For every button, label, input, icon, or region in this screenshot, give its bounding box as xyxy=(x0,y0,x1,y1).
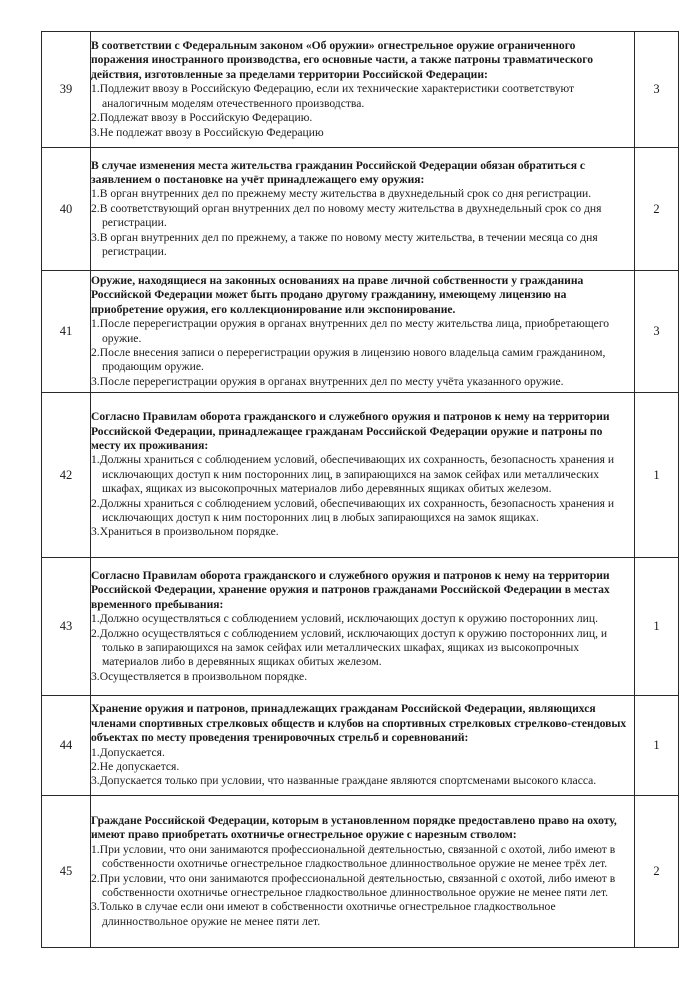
answer-option: 3.Только в случае если они имеют в собственности охотничье огнестрельное гладкоствольное длинноствольное оружие не менее пяти лет. xyxy=(91,900,556,928)
question-number: 43 xyxy=(42,558,91,696)
answer-options xyxy=(91,612,634,684)
question-row xyxy=(42,696,679,796)
answer-option: 1.После перерегистрации оружия в органах внутренних дел по месту жительства лица, приобретающего оружие. xyxy=(91,317,610,345)
correct-answer: 3 xyxy=(635,32,679,148)
question-body xyxy=(91,148,635,271)
question-body xyxy=(91,558,635,696)
answer-option: 2.Подлежат ввозу в Российскую Федерацию. xyxy=(91,111,313,125)
question-text: Граждане Российской Федерации, которым в установленном порядке предоставлено право на охоту, имеют право приобретать охотничье огнестрельное оружие с нарезным стволом: xyxy=(91,813,617,842)
answer-option: 1.Подлежит ввозу в Российскую Федерацию, если их технические характеристики соответствуют аналогичным моделям отечественного производства. xyxy=(91,82,575,110)
question-row xyxy=(42,148,679,271)
answer-option: 2.Должны храниться с соблюдением условий, обеспечивающих их сохранность, безопасность хранения и исключающих доступ к ним посторонних лиц в любых запирающихся на замок ящиках. xyxy=(91,496,615,525)
answer-options xyxy=(91,187,634,259)
answer-option: 3.Допускается только при условии, что названные граждане являются спортсменами высокого класса. xyxy=(91,774,597,788)
answer-options xyxy=(91,453,634,539)
question-body xyxy=(91,32,635,148)
answer-options xyxy=(91,746,634,789)
question-text: Согласно Правилам оборота гражданского и служебного оружия и патронов к нему на территории Российской Федерации, принадлежащее гражданам Российской Федерации оружие и патроны по месту их проживания: xyxy=(91,410,610,452)
answer-option: 1.Должно осуществляться с соблюдением условий, исключающих доступ к оружию посторонних лиц. xyxy=(91,612,598,626)
question-text: В соответствии с Федеральным законом «Об оружии» огнестрельное оружие ограниченного поражения иностранного производства, его основные части, а также патроны травматического действия, изготовленные за пределами территории Российской Федерации: xyxy=(91,39,594,81)
answer-option: 2.Не допускается. xyxy=(91,759,180,773)
correct-answer: 2 xyxy=(635,148,679,271)
answer-option: 3.После перерегистрации оружия в органах внутренних дел по месту учёта указанного оружие. xyxy=(91,374,564,388)
question-row xyxy=(42,271,679,393)
answer-option: 3.Осуществляется в произвольном порядке. xyxy=(91,669,308,683)
question-body xyxy=(91,796,635,948)
answer-option: 3.Не подлежат ввозу в Российскую Федерацию xyxy=(91,125,324,139)
answer-options xyxy=(91,82,634,140)
answer-option: 1.Должны храниться с соблюдением условий, обеспечивающих их сохранность, безопасность хранения и исключающих доступ к ним посторонних лиц, в запирающихся на замок сейфах или металлических шкафах, ящиках из высокопрочных материалов либо деревянных ящиках обитых железом. xyxy=(91,453,615,496)
question-body xyxy=(91,696,635,796)
correct-answer: 3 xyxy=(635,271,679,393)
question-number: 41 xyxy=(42,271,91,393)
answer-option: 2.После внесения записи о перерегистрации оружия в лицензию нового владельца самим гражданином, продающим оружие. xyxy=(91,345,606,374)
correct-answer: 1 xyxy=(635,393,679,558)
answer-option: 1.В орган внутренних дел по прежнему месту жительства в двухнедельный срок со дня регистрации. xyxy=(91,187,592,201)
question-number: 44 xyxy=(42,696,91,796)
question-number: 42 xyxy=(42,393,91,558)
question-number: 45 xyxy=(42,796,91,948)
answer-options xyxy=(91,317,634,389)
question-row xyxy=(42,32,679,148)
answer-option: 3.В орган внутренних дел по прежнему, а также по новому месту жительства, в течении месяца со дня регистрации. xyxy=(91,230,598,259)
question-text: В случае изменения места жительства гражданин Российской Федерации обязан обратиться с заявлением о постановке на учёт принадлежащего ему оружия: xyxy=(91,158,586,186)
question-row xyxy=(42,393,679,558)
questions-table xyxy=(41,31,679,948)
answer-option: 3.Храниться в произвольном порядке. xyxy=(91,525,279,539)
question-row xyxy=(42,796,679,948)
answer-option: 2.При условии, что они занимаются профессиональной деятельностью, связанной с охотой, либо имеют в собственности охотничье огнестрельное гладкоствольное длинноствольное оружие не менее пяти лет. xyxy=(91,871,616,899)
answer-option: 2.В соответствующий орган внутренних дел по новому месту жительства в двухнедельный срок со дня регистрации. xyxy=(91,201,602,230)
question-text: Оружие, находящиеся на законных основаниях на праве личной собственности у гражданина Российской Федерации может быть продано другому гражданину, имеющему лицензию на приобретение оружия, его коллекционирование или экспонирование. xyxy=(91,273,584,316)
question-body xyxy=(91,271,635,393)
correct-answer: 1 xyxy=(635,696,679,796)
answer-option: 1.При условии, что они занимаются профессиональной деятельностью, связанной с охотой, либо имеют в собственности охотничье огнестрельное гладкоствольное длинноствольное оружие не менее трёх лет. xyxy=(91,842,616,871)
answer-option: 1.Допускается. xyxy=(91,745,165,759)
question-row xyxy=(42,558,679,696)
correct-answer: 1 xyxy=(635,558,679,696)
correct-answer: 2 xyxy=(635,796,679,948)
question-text: Согласно Правилам оборота гражданского и служебного оружия и патронов к нему на территории Российской Федерации, хранение оружия и патронов гражданами Российской Федерации в местах временного пребывания: xyxy=(91,568,610,611)
question-number: 40 xyxy=(42,148,91,271)
question-body xyxy=(91,393,635,558)
question-text: Хранение оружия и патронов, принадлежащих гражданам Российской Федерации, являющихся членами спортивных стрелковых обществ и клубов на спортивных стрелковых стрелково-стендовых объектах по месту проведения тренировочных стрельб и соревнований: xyxy=(91,702,627,745)
answer-option: 2.Должно осуществляться с соблюдением условий, исключающих доступ к оружию посторонних лиц, и только в запирающихся на замок сейфах или металлических шкафах, ящиках из высокопрочных материалов либо в деревянных ящиках обитых железом. xyxy=(91,626,608,669)
answer-options xyxy=(91,843,634,929)
question-number: 39 xyxy=(42,32,91,148)
